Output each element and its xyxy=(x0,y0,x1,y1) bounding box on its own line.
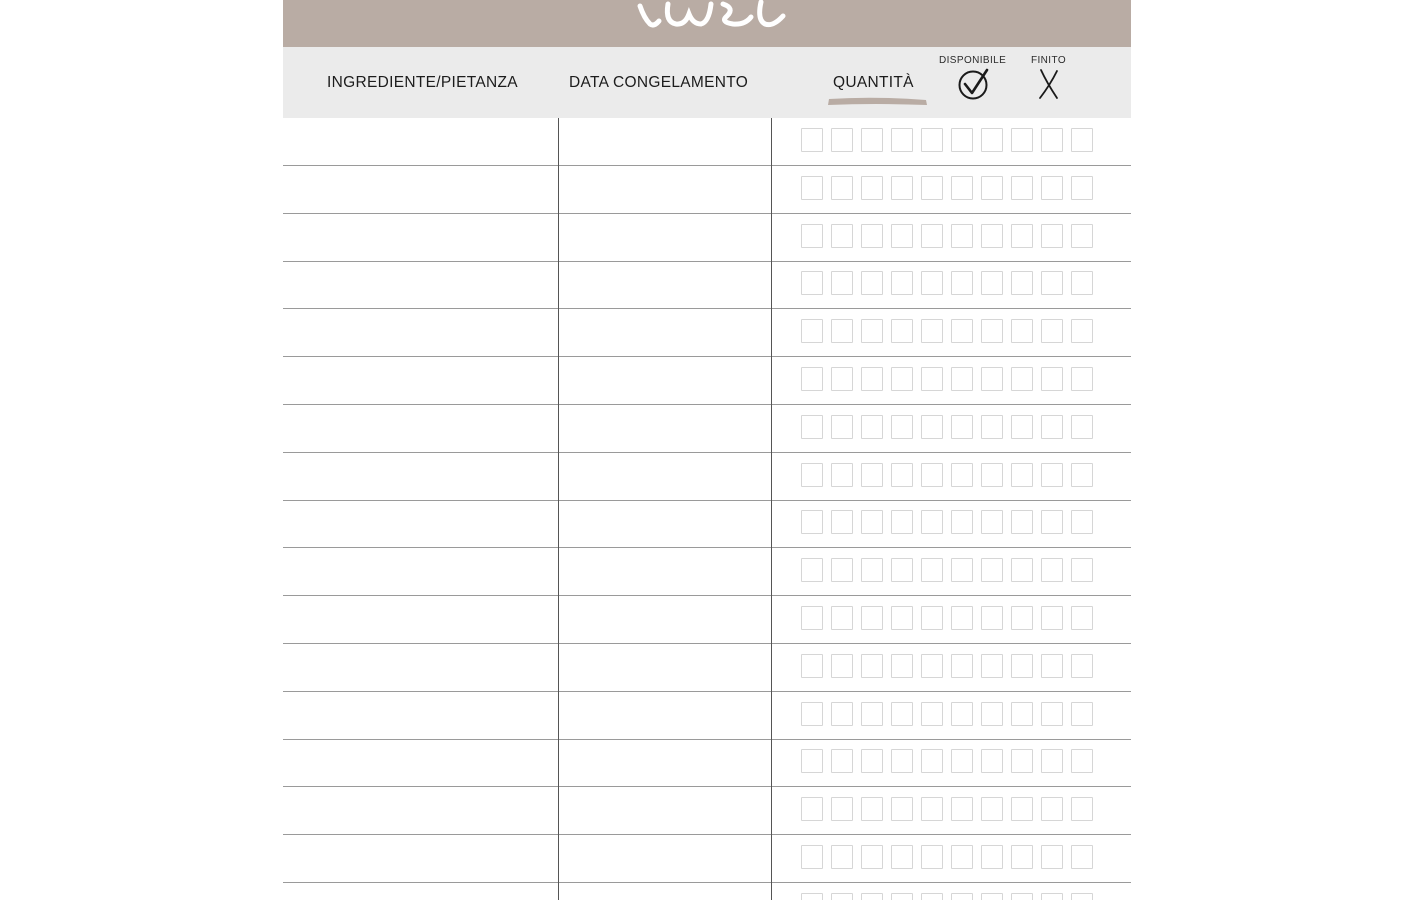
quantity-checkbox[interactable] xyxy=(801,176,823,200)
quantity-checkbox[interactable] xyxy=(951,797,973,821)
quantity-checkbox[interactable] xyxy=(861,415,883,439)
quantity-checkbox[interactable] xyxy=(1071,510,1093,534)
quantity-checkbox[interactable] xyxy=(891,224,913,248)
quantity-checkbox[interactable] xyxy=(981,702,1003,726)
quantity-checkbox[interactable] xyxy=(921,224,943,248)
quantity-checkbox[interactable] xyxy=(831,415,853,439)
quantity-checkbox[interactable] xyxy=(1011,415,1033,439)
table-row xyxy=(283,309,1131,357)
quantity-checkbox[interactable] xyxy=(801,463,823,487)
quantity-checkbox[interactable] xyxy=(801,319,823,343)
table-row xyxy=(283,500,1131,548)
quantity-checkbox[interactable] xyxy=(891,367,913,391)
ingredient-cell[interactable] xyxy=(283,548,558,595)
quantity-checkbox[interactable] xyxy=(921,749,943,773)
quantity-checkbox[interactable] xyxy=(921,510,943,534)
quantity-checkbox[interactable] xyxy=(861,654,883,678)
quantity-checkbox[interactable] xyxy=(891,797,913,821)
quantity-checkbox-group xyxy=(801,271,1101,297)
column-divider-date xyxy=(771,118,772,900)
quantity-checkbox[interactable] xyxy=(921,654,943,678)
freeze-date-cell[interactable] xyxy=(559,118,771,165)
table-row xyxy=(283,453,1131,501)
quantity-checkbox[interactable] xyxy=(831,558,853,582)
quantity-checkbox[interactable] xyxy=(951,702,973,726)
quantity-checkbox[interactable] xyxy=(891,702,913,726)
freeze-date-cell[interactable] xyxy=(559,548,771,595)
quantity-checkbox[interactable] xyxy=(1071,415,1093,439)
quantity-checkbox[interactable] xyxy=(1041,463,1063,487)
check-circle-icon xyxy=(957,67,993,101)
quantity-checkbox[interactable] xyxy=(921,558,943,582)
quantity-checkbox[interactable] xyxy=(951,271,973,295)
quantity-checkbox[interactable] xyxy=(1011,463,1033,487)
quantity-checkbox-group xyxy=(801,893,1101,900)
freeze-date-cell[interactable] xyxy=(559,309,771,356)
quantity-checkbox[interactable] xyxy=(951,558,973,582)
quantity-checkbox[interactable] xyxy=(801,749,823,773)
quantity-checkbox[interactable] xyxy=(1071,702,1093,726)
quantity-checkbox[interactable] xyxy=(831,606,853,630)
freeze-date-cell[interactable] xyxy=(559,357,771,404)
quantity-checkbox[interactable] xyxy=(1071,845,1093,869)
quantity-checkbox[interactable] xyxy=(1071,463,1093,487)
ingredient-cell[interactable] xyxy=(283,596,558,643)
quantity-checkbox[interactable] xyxy=(861,224,883,248)
freeze-date-cell[interactable] xyxy=(559,214,771,261)
table-row xyxy=(283,261,1131,309)
quantity-checkbox[interactable] xyxy=(1011,224,1033,248)
quantity-checkbox[interactable] xyxy=(921,702,943,726)
quantity-checkbox[interactable] xyxy=(1071,797,1093,821)
quantity-checkbox[interactable] xyxy=(801,797,823,821)
quantity-checkbox[interactable] xyxy=(951,128,973,152)
quantity-checkbox-group xyxy=(801,558,1101,584)
quantity-underline-accent xyxy=(825,94,931,108)
quantity-checkbox[interactable] xyxy=(801,128,823,152)
quantity-checkbox[interactable] xyxy=(831,702,853,726)
quantity-checkbox[interactable] xyxy=(921,176,943,200)
quantity-checkbox[interactable] xyxy=(981,463,1003,487)
quantity-checkbox[interactable] xyxy=(831,224,853,248)
column-quantity-header: QUANTITÀ xyxy=(833,74,914,91)
table-row xyxy=(283,357,1131,405)
quantity-checkbox[interactable] xyxy=(1041,749,1063,773)
quantity-checkbox[interactable] xyxy=(921,797,943,821)
quantity-checkbox[interactable] xyxy=(921,128,943,152)
quantity-checkbox[interactable] xyxy=(831,797,853,821)
quantity-checkbox[interactable] xyxy=(1011,702,1033,726)
quantity-checkbox[interactable] xyxy=(921,463,943,487)
freeze-date-cell[interactable] xyxy=(559,166,771,213)
column-divider-ingredient xyxy=(558,118,559,900)
quantity-checkbox[interactable] xyxy=(1041,845,1063,869)
quantity-checkbox[interactable] xyxy=(1041,797,1063,821)
ingredient-cell[interactable] xyxy=(283,261,558,308)
quantity-checkbox[interactable] xyxy=(861,797,883,821)
quantity-checkbox[interactable] xyxy=(951,845,973,869)
freeze-date-cell[interactable] xyxy=(559,739,771,786)
quantity-checkbox-group xyxy=(801,367,1101,393)
quantity-checkbox[interactable] xyxy=(981,128,1003,152)
ingredient-cell[interactable] xyxy=(283,166,558,213)
quantity-checkbox[interactable] xyxy=(831,510,853,534)
quantity-checkbox[interactable] xyxy=(951,510,973,534)
quantity-checkbox[interactable] xyxy=(801,702,823,726)
freeze-date-cell[interactable] xyxy=(559,692,771,739)
quantity-checkbox[interactable] xyxy=(861,558,883,582)
quantity-checkbox[interactable] xyxy=(921,271,943,295)
quantity-checkbox[interactable] xyxy=(1011,176,1033,200)
quantity-checkbox[interactable] xyxy=(801,415,823,439)
quantity-checkbox[interactable] xyxy=(891,510,913,534)
ingredient-cell[interactable] xyxy=(283,739,558,786)
quantity-checkbox[interactable] xyxy=(891,845,913,869)
quantity-checkbox[interactable] xyxy=(1041,606,1063,630)
quantity-checkbox[interactable] xyxy=(1071,271,1093,295)
quantity-checkbox[interactable] xyxy=(951,224,973,248)
quantity-checkbox[interactable] xyxy=(1071,367,1093,391)
quantity-checkbox-group xyxy=(801,702,1101,728)
table-row xyxy=(283,787,1131,835)
script-title-fragment xyxy=(283,0,1131,47)
quantity-checkbox[interactable] xyxy=(951,319,973,343)
quantity-checkbox[interactable] xyxy=(1011,319,1033,343)
quantity-checkbox[interactable] xyxy=(1011,128,1033,152)
table-row xyxy=(283,405,1131,453)
quantity-checkbox-group xyxy=(801,176,1101,202)
quantity-checkbox[interactable] xyxy=(861,463,883,487)
quantity-checkbox[interactable] xyxy=(891,463,913,487)
ingredient-cell[interactable] xyxy=(283,883,558,900)
quantity-checkbox[interactable] xyxy=(981,224,1003,248)
table-row xyxy=(283,739,1131,787)
quantity-checkbox[interactable] xyxy=(801,654,823,678)
ingredient-cell[interactable] xyxy=(283,309,558,356)
quantity-checkbox[interactable] xyxy=(981,176,1003,200)
quantity-checkbox[interactable] xyxy=(1071,893,1093,900)
freeze-date-cell[interactable] xyxy=(559,787,771,834)
quantity-checkbox[interactable] xyxy=(891,176,913,200)
quantity-checkbox[interactable] xyxy=(981,510,1003,534)
quantity-checkbox[interactable] xyxy=(1071,654,1093,678)
quantity-checkbox[interactable] xyxy=(891,654,913,678)
ingredient-cell[interactable] xyxy=(283,692,558,739)
quantity-checkbox-group xyxy=(801,128,1101,154)
quantity-checkbox[interactable] xyxy=(801,845,823,869)
freeze-date-cell[interactable] xyxy=(559,500,771,547)
quantity-checkbox[interactable] xyxy=(1041,271,1063,295)
column-header-band xyxy=(283,47,1131,118)
quantity-checkbox[interactable] xyxy=(951,176,973,200)
quantity-checkbox[interactable] xyxy=(861,319,883,343)
table-row xyxy=(283,644,1131,692)
quantity-checkbox[interactable] xyxy=(1041,319,1063,343)
quantity-checkbox[interactable] xyxy=(801,558,823,582)
quantity-checkbox[interactable] xyxy=(981,271,1003,295)
quantity-checkbox[interactable] xyxy=(891,415,913,439)
quantity-checkbox[interactable] xyxy=(1071,558,1093,582)
quantity-checkbox[interactable] xyxy=(861,845,883,869)
quantity-checkbox[interactable] xyxy=(1071,606,1093,630)
ingredient-cell[interactable] xyxy=(283,787,558,834)
ingredient-cell[interactable] xyxy=(283,453,558,500)
quantity-checkbox[interactable] xyxy=(951,367,973,391)
quantity-checkbox[interactable] xyxy=(921,893,943,900)
quantity-checkbox-group xyxy=(801,463,1101,489)
quantity-checkbox[interactable] xyxy=(1041,367,1063,391)
quantity-checkbox[interactable] xyxy=(951,654,973,678)
freeze-date-cell[interactable] xyxy=(559,405,771,452)
quantity-checkbox[interactable] xyxy=(831,463,853,487)
quantity-checkbox-group xyxy=(801,654,1101,680)
quantity-checkbox[interactable] xyxy=(981,893,1003,900)
freeze-date-cell[interactable] xyxy=(559,644,771,691)
quantity-checkbox[interactable] xyxy=(1011,510,1033,534)
quantity-checkbox-group xyxy=(801,606,1101,632)
quantity-checkbox[interactable] xyxy=(801,367,823,391)
ingredient-cell[interactable] xyxy=(283,118,558,165)
quantity-checkbox[interactable] xyxy=(981,558,1003,582)
quantity-checkbox-group xyxy=(801,797,1101,823)
quantity-checkbox[interactable] xyxy=(1041,702,1063,726)
quantity-checkbox[interactable] xyxy=(921,845,943,869)
column-ingredient-header: INGREDIENTE/PIETANZA xyxy=(327,74,518,91)
inventory-table xyxy=(283,118,1131,900)
quantity-checkbox[interactable] xyxy=(891,558,913,582)
quantity-checkbox[interactable] xyxy=(801,510,823,534)
quantity-checkbox[interactable] xyxy=(1041,415,1063,439)
quantity-checkbox-group xyxy=(801,415,1101,441)
quantity-checkbox[interactable] xyxy=(1011,654,1033,678)
quantity-checkbox[interactable] xyxy=(1041,224,1063,248)
quantity-checkbox[interactable] xyxy=(891,271,913,295)
quantity-checkbox[interactable] xyxy=(981,415,1003,439)
quantity-checkbox[interactable] xyxy=(831,176,853,200)
table-row xyxy=(283,596,1131,644)
quantity-checkbox[interactable] xyxy=(801,606,823,630)
quantity-checkbox[interactable] xyxy=(801,224,823,248)
freeze-date-cell[interactable] xyxy=(559,883,771,900)
quantity-checkbox[interactable] xyxy=(801,271,823,295)
quantity-checkbox[interactable] xyxy=(1011,749,1033,773)
quantity-checkbox[interactable] xyxy=(1011,797,1033,821)
quantity-checkbox[interactable] xyxy=(1011,845,1033,869)
quantity-checkbox[interactable] xyxy=(1011,271,1033,295)
quantity-checkbox[interactable] xyxy=(1071,176,1093,200)
table-row xyxy=(283,166,1131,214)
quantity-checkbox[interactable] xyxy=(861,749,883,773)
ingredient-cell[interactable] xyxy=(283,644,558,691)
quantity-checkbox[interactable] xyxy=(1041,893,1063,900)
quantity-checkbox[interactable] xyxy=(861,606,883,630)
ingredient-cell[interactable] xyxy=(283,214,558,261)
quantity-checkbox[interactable] xyxy=(981,319,1003,343)
quantity-checkbox[interactable] xyxy=(1071,224,1093,248)
quantity-checkbox[interactable] xyxy=(861,271,883,295)
quantity-checkbox[interactable] xyxy=(921,367,943,391)
quantity-checkbox[interactable] xyxy=(861,128,883,152)
quantity-checkbox[interactable] xyxy=(891,128,913,152)
quantity-checkbox[interactable] xyxy=(1071,319,1093,343)
quantity-checkbox[interactable] xyxy=(861,367,883,391)
freezer-inventory-sheet xyxy=(283,0,1131,900)
quantity-checkbox[interactable] xyxy=(861,176,883,200)
quantity-checkbox[interactable] xyxy=(861,510,883,534)
quantity-checkbox[interactable] xyxy=(981,606,1003,630)
quantity-checkbox[interactable] xyxy=(1071,128,1093,152)
table-row xyxy=(283,692,1131,740)
quantity-checkbox[interactable] xyxy=(831,271,853,295)
quantity-checkbox[interactable] xyxy=(891,319,913,343)
quantity-checkbox[interactable] xyxy=(981,367,1003,391)
table-row xyxy=(283,883,1131,900)
column-available-header: DISPONIBILE xyxy=(939,55,1007,66)
quantity-checkbox[interactable] xyxy=(981,845,1003,869)
freeze-date-cell[interactable] xyxy=(559,596,771,643)
quantity-checkbox[interactable] xyxy=(1011,606,1033,630)
x-mark-icon xyxy=(1035,67,1065,101)
quantity-checkbox[interactable] xyxy=(1011,558,1033,582)
quantity-checkbox[interactable] xyxy=(981,749,1003,773)
quantity-checkbox[interactable] xyxy=(831,367,853,391)
quantity-checkbox[interactable] xyxy=(1041,558,1063,582)
quantity-checkbox[interactable] xyxy=(1041,654,1063,678)
quantity-checkbox[interactable] xyxy=(951,606,973,630)
quantity-checkbox[interactable] xyxy=(801,893,823,900)
quantity-checkbox[interactable] xyxy=(921,319,943,343)
ingredient-cell[interactable] xyxy=(283,835,558,882)
quantity-checkbox-group xyxy=(801,224,1101,250)
quantity-checkbox[interactable] xyxy=(891,893,913,900)
quantity-checkbox[interactable] xyxy=(831,845,853,869)
title-banner xyxy=(283,0,1131,47)
quantity-checkbox[interactable] xyxy=(861,702,883,726)
quantity-checkbox[interactable] xyxy=(981,654,1003,678)
ingredient-cell[interactable] xyxy=(283,357,558,404)
quantity-checkbox[interactable] xyxy=(951,415,973,439)
table-row xyxy=(283,548,1131,596)
quantity-checkbox[interactable] xyxy=(891,749,913,773)
quantity-checkbox[interactable] xyxy=(891,606,913,630)
quantity-checkbox[interactable] xyxy=(831,319,853,343)
quantity-checkbox[interactable] xyxy=(1071,749,1093,773)
freeze-date-cell[interactable] xyxy=(559,835,771,882)
quantity-checkbox[interactable] xyxy=(951,463,973,487)
quantity-checkbox-group xyxy=(801,319,1101,345)
quantity-checkbox[interactable] xyxy=(951,749,973,773)
table-row xyxy=(283,835,1131,883)
quantity-checkbox[interactable] xyxy=(831,654,853,678)
quantity-checkbox-group xyxy=(801,510,1101,536)
freeze-date-cell[interactable] xyxy=(559,261,771,308)
quantity-checkbox[interactable] xyxy=(1041,176,1063,200)
quantity-checkbox[interactable] xyxy=(1011,367,1033,391)
quantity-checkbox[interactable] xyxy=(1041,128,1063,152)
quantity-checkbox[interactable] xyxy=(831,893,853,900)
column-freeze-date-header: DATA CONGELAMENTO xyxy=(569,74,749,91)
quantity-checkbox[interactable] xyxy=(981,797,1003,821)
ingredient-cell[interactable] xyxy=(283,500,558,547)
table-row xyxy=(283,214,1131,262)
quantity-checkbox-group xyxy=(801,845,1101,871)
quantity-checkbox[interactable] xyxy=(831,749,853,773)
quantity-checkbox[interactable] xyxy=(861,893,883,900)
quantity-checkbox[interactable] xyxy=(921,415,943,439)
quantity-checkbox[interactable] xyxy=(1041,510,1063,534)
quantity-checkbox-group xyxy=(801,749,1101,775)
ingredient-cell[interactable] xyxy=(283,405,558,452)
quantity-checkbox[interactable] xyxy=(921,606,943,630)
quantity-checkbox[interactable] xyxy=(951,893,973,900)
quantity-checkbox[interactable] xyxy=(831,128,853,152)
column-finished-header: FINITO xyxy=(1031,55,1066,66)
table-row xyxy=(283,118,1131,166)
freeze-date-cell[interactable] xyxy=(559,453,771,500)
quantity-checkbox[interactable] xyxy=(1011,893,1033,900)
